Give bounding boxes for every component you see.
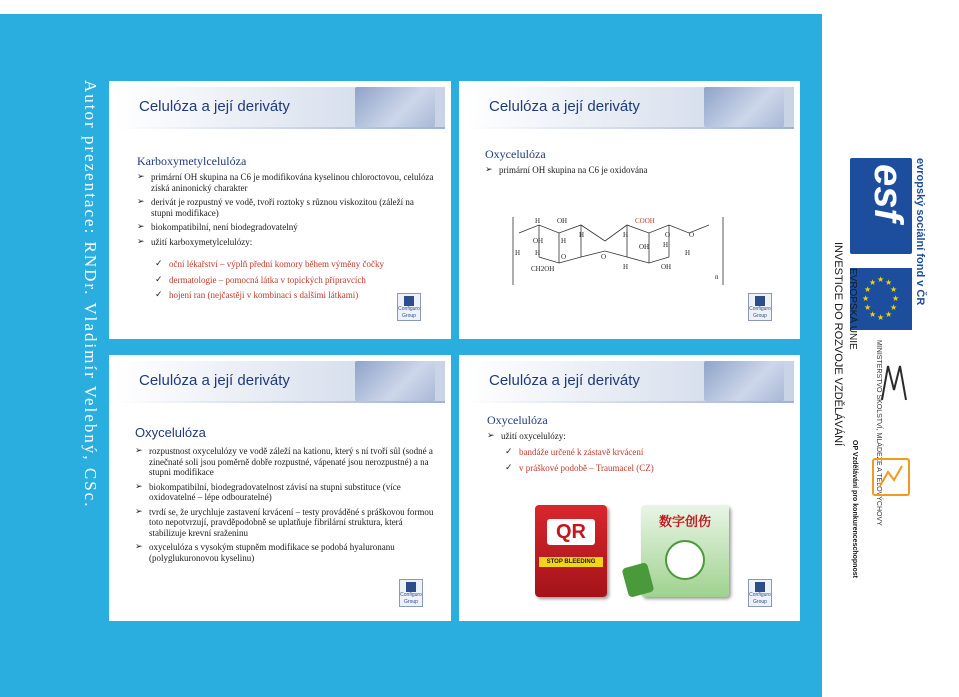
slide-oxycellulose-structure xyxy=(459,81,800,339)
check-list xyxy=(153,259,423,306)
list-item: ➢ derivát je rozpustný ve vodě, tvoří roztoky s různou viskozitou (záleží na stupni modifikace) xyxy=(137,197,437,218)
product-figure-icon xyxy=(665,540,705,580)
svg-text:★: ★ xyxy=(885,278,893,287)
formula-o: O xyxy=(561,253,567,261)
formula-oh: OH xyxy=(557,217,568,225)
list-item: ➢ užití karboxymetylcelulózy: xyxy=(137,237,437,248)
list-item: ➢ primární OH skupina na C6 je modifikována kyselinou chloroctovou, celulóza získá aninonický charakter xyxy=(137,172,437,193)
bullet-list xyxy=(137,172,437,251)
configuro-logo: Configuro Group xyxy=(399,579,423,607)
op-logo xyxy=(872,458,910,496)
check-item: ✓ bandáže určené k zástavě krvácení xyxy=(503,447,763,458)
formula-ch2oh: CH2OH xyxy=(531,265,555,273)
header-decoration xyxy=(704,361,784,401)
list-item: ➢ tvrdí se, že urychluje zastavení krvácení – testy prováděné s práškovou formou toto nepotvrzují, pravděpodobně se uplatňuje fibrilární struktura, která stabilizuje krevní sraženinu xyxy=(135,507,435,539)
formula-o: O xyxy=(665,231,671,239)
slide-subtitle: Karboxymetylcelulóza xyxy=(137,154,247,168)
svg-text:★: ★ xyxy=(890,303,898,312)
slide-subtitle: Oxycelulóza xyxy=(487,413,548,427)
configuro-logo: Configuro Group xyxy=(748,293,772,321)
check-item: ✓ hojení ran (nejčastěji v kombinaci s dalšími látkami) xyxy=(153,290,423,301)
list-item: ➢ oxycelulóza s vysokým stupněm modifikace se podobá hyaluronanu (polyglukuronovou kyselinu) xyxy=(135,542,435,563)
bullet-list xyxy=(487,431,767,446)
author-text: Autor prezentace: RNDr. Vladimír Velebný, CSc. xyxy=(81,80,100,509)
svg-text:★: ★ xyxy=(864,285,872,294)
formula-oh: OH xyxy=(533,237,544,245)
product-qr-brand: QR xyxy=(547,519,595,545)
formula-h: H xyxy=(663,241,669,249)
check-item: ✓ oční lékařství – výplň přední komory během výměny čočky xyxy=(153,259,423,270)
check-item: ✓ v práškové podobě – Traumacel (CZ) xyxy=(503,463,763,474)
product-qr-box xyxy=(535,505,607,597)
slide-title: Celulóza a její deriváty xyxy=(139,372,290,389)
svg-text:★: ★ xyxy=(869,278,877,287)
formula-n: n xyxy=(715,273,719,281)
formula-o: O xyxy=(689,231,695,239)
configuro-logo: Configuro Group xyxy=(748,579,772,607)
slide-carboxymethylcellulose xyxy=(109,81,451,339)
svg-text:★: ★ xyxy=(892,294,900,303)
eu-flag xyxy=(850,268,912,330)
list-item: ➢ biokompatibilní, biodegradovatelnost závisí na stupni substituce (více oxidovatelné – lépe odbouratelné) xyxy=(135,482,435,503)
list-item: ➢ užití oxycelulózy: xyxy=(487,431,767,442)
slide-header xyxy=(465,361,794,401)
formula-h: H xyxy=(685,249,691,257)
op-logo-icon xyxy=(874,460,908,494)
product-qr-label: STOP BLEEDING xyxy=(539,557,603,567)
formula-h: H xyxy=(535,249,541,257)
configuro-logo: Configuro Group xyxy=(397,293,421,321)
slide-header xyxy=(115,87,445,127)
slide-header xyxy=(465,87,794,127)
slide-title: Celulóza a její deriváty xyxy=(139,98,290,115)
op-text: OP Vzdělávání pro konkurenceschopnost xyxy=(851,440,858,578)
svg-text:★: ★ xyxy=(885,310,893,319)
list-item: ➢ primární OH skupina na C6 je oxidována xyxy=(485,165,775,176)
slide-title: Celulóza a její deriváty xyxy=(489,372,640,389)
formula-cooh: COOH xyxy=(635,217,655,225)
slide-oxycellulose-usage xyxy=(459,355,800,621)
formula-h: H xyxy=(515,249,521,257)
check-item: ✓ dermatologie – pomocná látka v topických přípravcích xyxy=(153,275,423,286)
eu-stars-icon xyxy=(850,268,912,330)
esf-logo: esf xyxy=(850,158,912,254)
formula-h: H xyxy=(623,263,629,271)
investice-text: INVESTICE DO ROZVOJE VZDĚLÁVÁNÍ xyxy=(832,242,844,447)
formula-h: H xyxy=(561,237,567,245)
slide-oxycellulose-properties xyxy=(109,355,451,621)
svg-text:★: ★ xyxy=(862,294,870,303)
formula-oh: OH xyxy=(661,263,672,271)
slide-subtitle: Oxycelulóza xyxy=(485,147,546,161)
header-rule xyxy=(465,401,794,403)
eu-text: EVROPSKÁ UNIE xyxy=(847,268,858,350)
esf-fund-text: evropský sociální fond v ČR xyxy=(914,158,926,306)
slide-header xyxy=(115,361,445,401)
list-item: ➢ rozpustnost oxycelulózy ve vodě záleží na kationu, který s ní tvoří sůl (sodné a zinečnaté soli jsou poměrně dobře rozpustné, vápenaté jsou nerozpustné) a na stupni modifikace xyxy=(135,446,435,478)
svg-text:★: ★ xyxy=(890,285,898,294)
oxycellulose-formula xyxy=(509,213,729,293)
check-list xyxy=(503,447,763,478)
header-decoration xyxy=(355,87,435,127)
formula-h: H xyxy=(535,217,541,225)
list-item: ➢ biokompatibilní, není biodegradovatelný xyxy=(137,222,437,233)
formula-oh: OH xyxy=(639,243,650,251)
product-green-box xyxy=(641,505,729,597)
product-green-brand: 数字创伤 xyxy=(658,515,711,530)
slide-title: Celulóza a její deriváty xyxy=(489,98,640,115)
svg-text:★: ★ xyxy=(877,313,885,322)
esf-sidebar: esf evropský sociální fond v ČR ★ ★ ★ ★ ★ ★ ★ ★ ★ ★ ★ ★ EVROPSKÁ UNIE INVESTICE DO ROZVOJE VZDĚLÁVÁNÍ MINISTERSTVO ŠKOLSTVÍ, MLÁDEŽE A TĚLOVÝCHOVY OP Vzdělávání pro konkurenceschopnost xyxy=(832,158,926,578)
bullet-list xyxy=(485,165,775,180)
formula-o: O xyxy=(601,253,607,261)
header-rule xyxy=(115,401,445,403)
svg-text:★: ★ xyxy=(877,275,885,284)
header-decoration xyxy=(704,87,784,127)
header-decoration xyxy=(355,361,435,401)
header-rule xyxy=(115,127,445,129)
bullet-list xyxy=(135,446,435,567)
author-credit xyxy=(78,80,104,509)
slide-subtitle: Oxycelulóza xyxy=(135,425,206,440)
formula-h: H xyxy=(623,231,629,239)
svg-text:★: ★ xyxy=(864,303,872,312)
formula-h: H xyxy=(579,231,585,239)
svg-text:★: ★ xyxy=(869,310,877,319)
header-rule xyxy=(465,127,794,129)
msmt-logo xyxy=(880,360,910,406)
